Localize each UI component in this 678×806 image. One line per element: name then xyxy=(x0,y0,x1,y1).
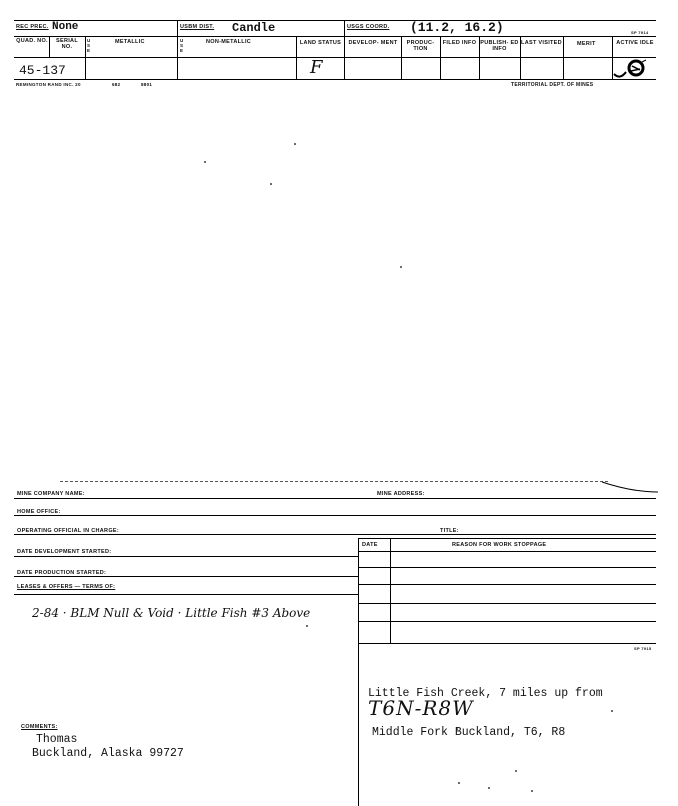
col-serial-no: SERIAL NO. xyxy=(56,38,78,50)
leases-handwritten-note: 2-84 · BLM Null & Void · Little Fish #3 Above xyxy=(32,606,311,620)
footer-code-1: 682 xyxy=(112,82,121,87)
leases-offers-label: LEASES & OFFERS — TERMS OF: xyxy=(17,584,116,590)
col-metallic: METALLIC xyxy=(115,39,145,45)
quad-serial-value: 45-137 xyxy=(19,63,66,78)
col-active-idle: ACTIVE IDLE xyxy=(616,40,654,46)
comments-line-1: Thomas xyxy=(36,733,78,746)
mine-company-label: MINE COMPANY NAME: xyxy=(17,491,85,497)
footer-department: TERRITORIAL DEPT. OF MINES xyxy=(511,82,594,88)
comments-label: COMMENTS: xyxy=(21,724,58,730)
active-stamp-icon xyxy=(606,58,650,80)
location-handwritten-township: T6N-R8W xyxy=(368,696,474,720)
col-last-visited: LAST VISITED xyxy=(521,40,562,46)
col-production: PRODUC- TION xyxy=(406,40,435,52)
title-label: TITLE: xyxy=(440,528,459,534)
rec-prec-label: REC PREC. xyxy=(16,24,49,30)
rec-prec-value: None xyxy=(52,21,79,33)
date-development-label: DATE DEVELOPMENT STARTED: xyxy=(17,549,112,555)
col-use-metallic: U S E xyxy=(87,38,91,53)
footer-code-2: 8801 xyxy=(141,82,153,87)
torn-edge-mark xyxy=(600,478,660,494)
location-line-1: Little Fish Creek, 7 miles up from xyxy=(368,687,603,700)
form-number-top: SP 7914 xyxy=(631,30,649,35)
comments-line-2: Buckland, Alaska 99727 xyxy=(32,747,184,760)
col-land-status: LAND STATUS xyxy=(299,40,342,46)
date-production-label: DATE PRODUCTION STARTED: xyxy=(17,570,107,576)
usgs-coord-value: (11.2, 16.2) xyxy=(410,20,504,35)
form-number-bottom: SP 7915 xyxy=(634,646,652,651)
usbm-dist-value: Candle xyxy=(232,21,276,35)
land-status-value: F xyxy=(310,57,323,78)
usbm-dist-label: USBM DIST. xyxy=(180,24,215,30)
footer-printer: REMINGTON RAND INC. 20 xyxy=(16,82,81,87)
col-use-non-metallic: U S E xyxy=(180,38,184,53)
col-merit: MERIT xyxy=(577,41,596,47)
col-development: DEVELOP- MENT xyxy=(348,40,398,46)
home-office-label: HOME OFFICE: xyxy=(17,509,61,515)
usgs-coord-label: USGS COORD. xyxy=(347,24,390,30)
mine-address-label: MINE ADDRESS: xyxy=(377,491,425,497)
col-filed-info: FILED INFO xyxy=(442,40,477,46)
col-non-metallic: NON-METALLIC xyxy=(206,39,252,45)
comments-text xyxy=(32,733,184,761)
col-quad-no: QUAD. NO. xyxy=(16,38,48,44)
operating-official-label: OPERATING OFFICIAL IN CHARGE: xyxy=(17,528,119,534)
col-published-info: PUBLISH- ED INFO xyxy=(480,40,519,52)
reason-stoppage-label: REASON FOR WORK STOPPAGE xyxy=(452,542,547,548)
date-column-label: DATE xyxy=(362,542,378,548)
location-line-2: Middle Fork Buckland, T6, R8 xyxy=(372,726,566,739)
